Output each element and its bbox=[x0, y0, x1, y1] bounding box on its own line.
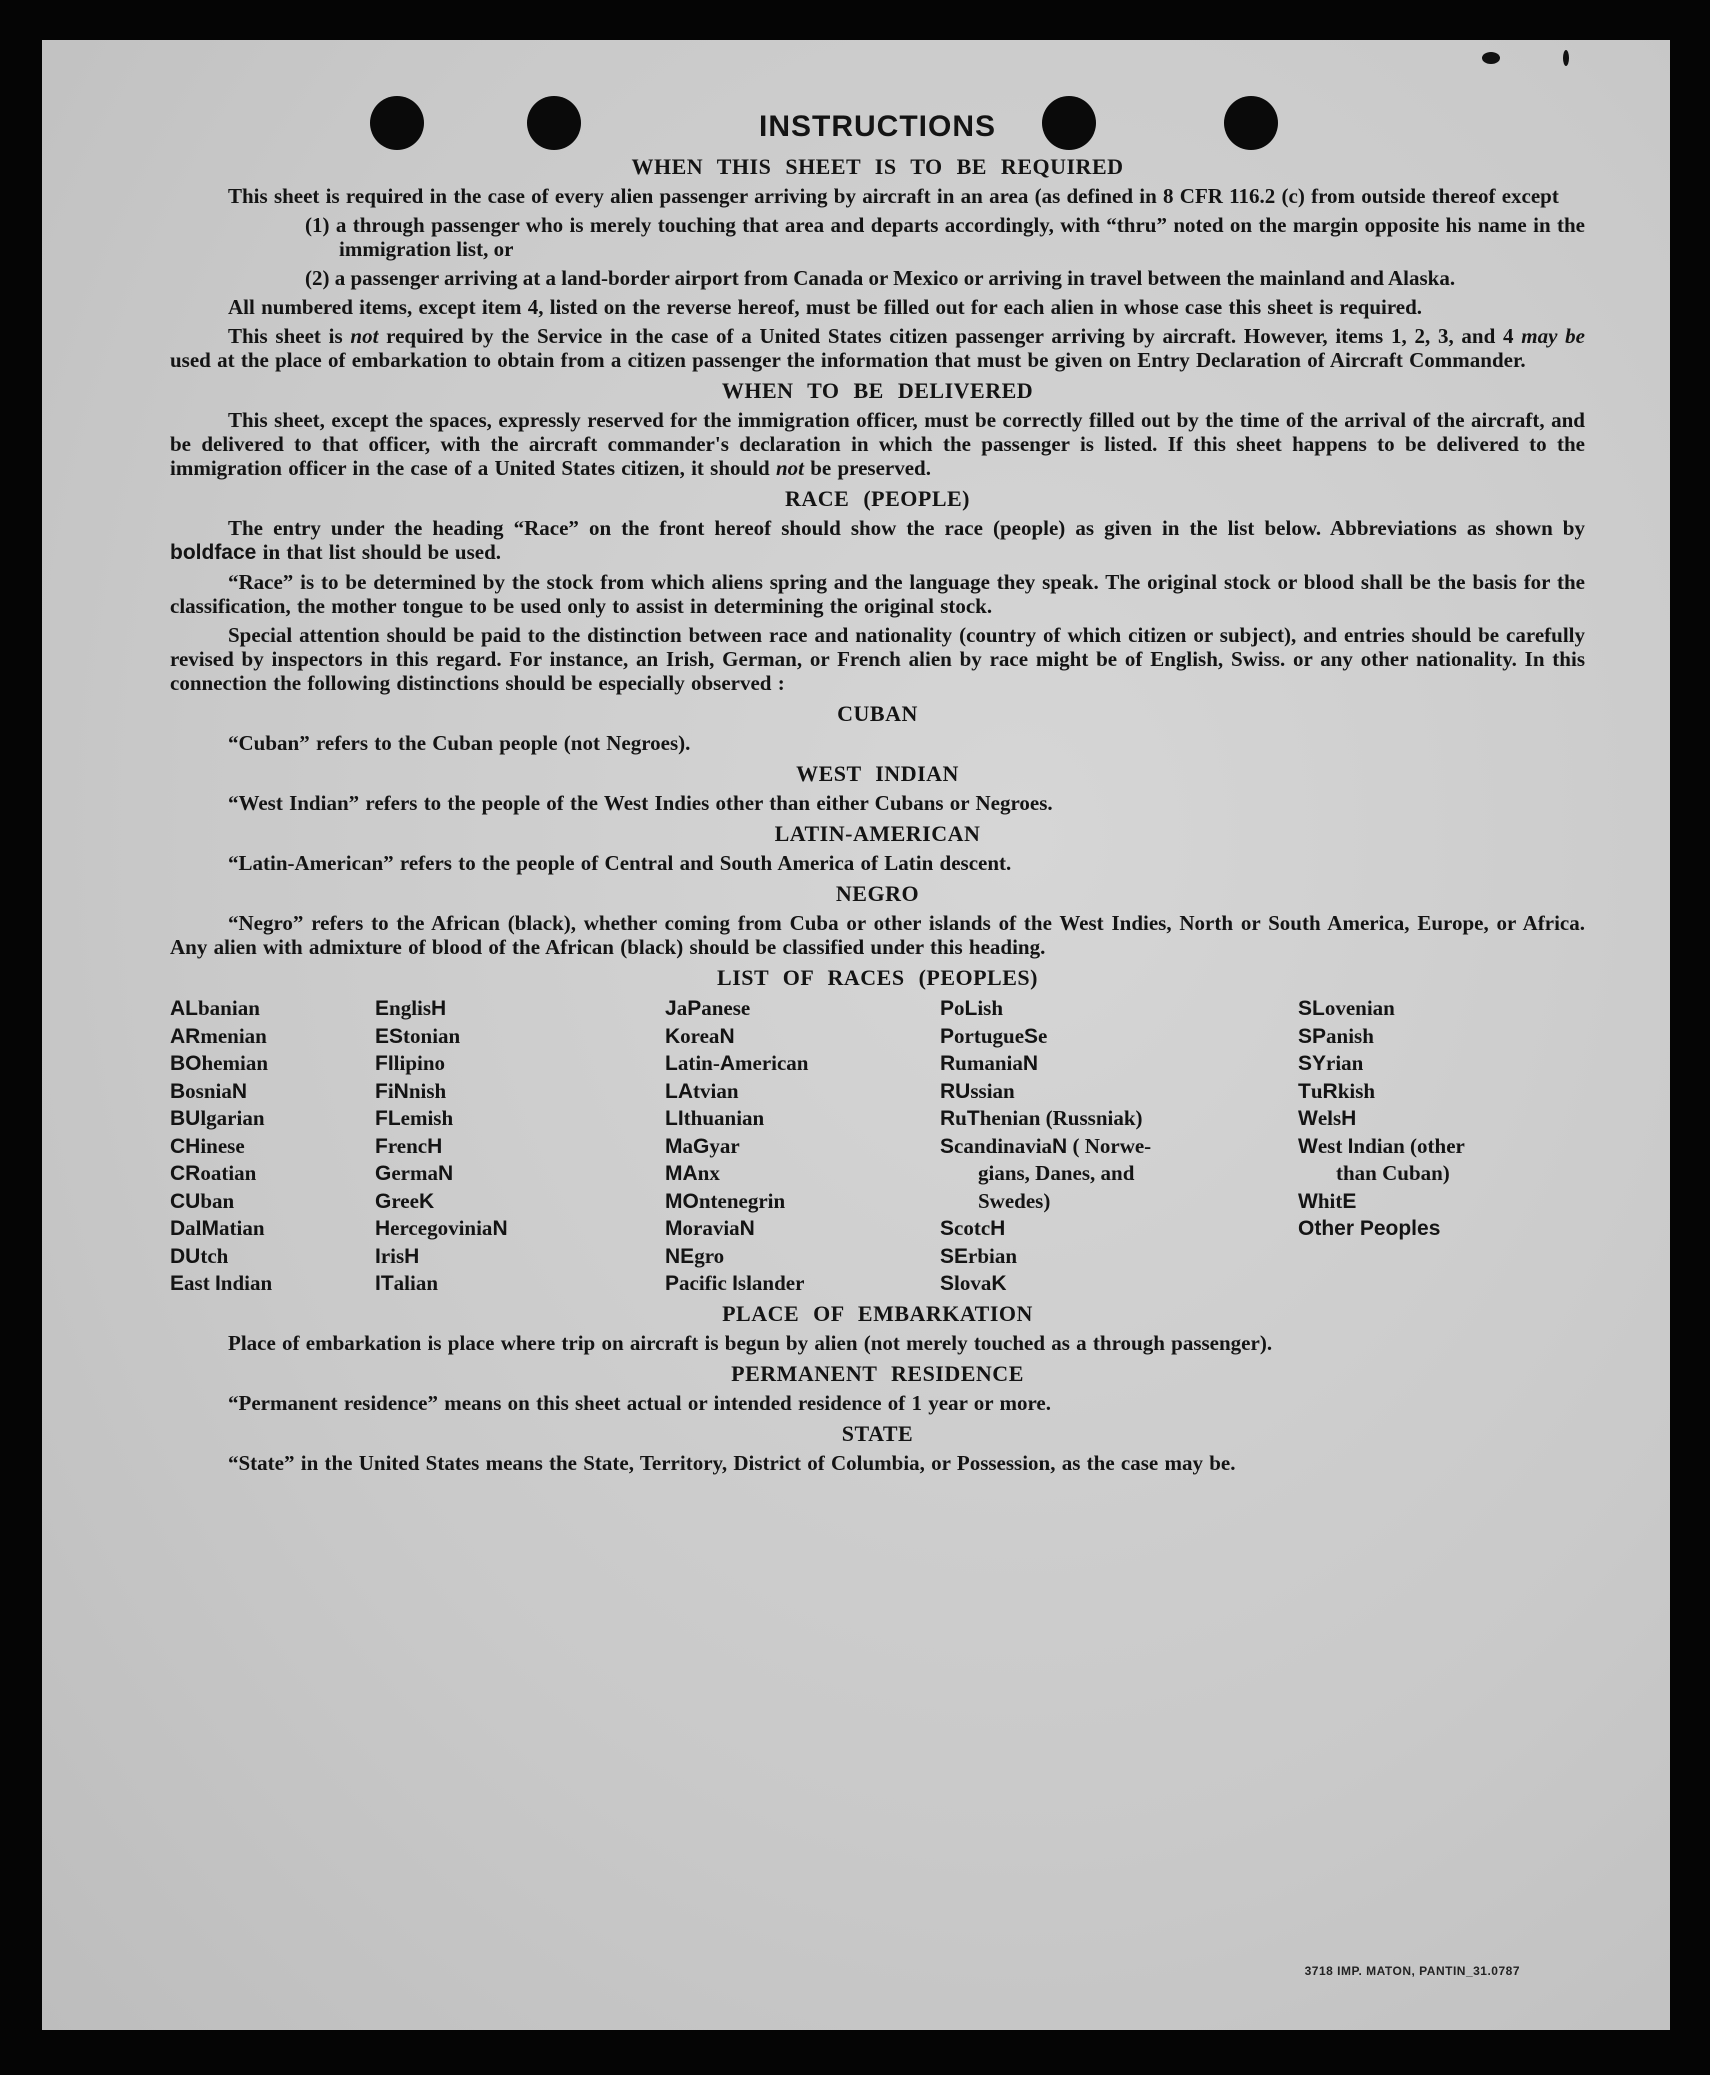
required-intro: This sheet is required in the case of every alien passenger arriving by aircraft in an area (as defined in 8 CFR 116.2 (c) from outside thereof except bbox=[228, 184, 1559, 208]
race-entry bbox=[375, 1270, 508, 1298]
race-abbrev: P bbox=[940, 1024, 955, 1048]
race-entry bbox=[940, 1243, 1151, 1271]
race-entry bbox=[170, 1105, 272, 1133]
race-abbrev: Other Peoples bbox=[1298, 1217, 1441, 1240]
race-text: inese bbox=[200, 1133, 245, 1158]
race-text: anese bbox=[701, 996, 751, 1020]
race-text: erma bbox=[391, 1161, 438, 1185]
race-entry bbox=[170, 1270, 272, 1298]
race-entry bbox=[665, 1050, 808, 1078]
race-abbrev: H bbox=[1341, 1107, 1357, 1130]
race-p1-boldface: boldface bbox=[170, 541, 257, 564]
embarkation-definition: Place of embarkation is place where trip on aircraft is begun by alien (not merely touched as a through passenger). bbox=[228, 1331, 1273, 1355]
race-paragraph-3: Special attention should be paid to the distinction between race and nationality (country of which citizen or subject), and entries should be carefully revised by inspectors in this regard. For instance, an Irish, German, or French alien by race might be of English, Swiss. or any other nationality. In this connection the following distinctions should be especially observed : bbox=[170, 623, 1585, 695]
state-definition: “State” in the United States means the State, Territory, District of Columbia, or Possession, as the case may be. bbox=[228, 1451, 1236, 1475]
race-text: ovenian bbox=[1324, 996, 1395, 1020]
race-abbrev: SL bbox=[1298, 997, 1325, 1020]
page-content bbox=[170, 106, 1585, 1480]
race-entry bbox=[665, 1078, 808, 1106]
race-abbrev: LI bbox=[665, 1107, 684, 1130]
race-entry bbox=[170, 1050, 272, 1078]
race-abbrev: CH bbox=[170, 1134, 201, 1158]
race-entry bbox=[375, 1105, 508, 1133]
race-text: nglis bbox=[389, 996, 432, 1020]
page-title: INSTRUCTIONS bbox=[759, 110, 996, 143]
race-text: ban bbox=[200, 1188, 235, 1213]
race-abbrev: L bbox=[964, 997, 978, 1020]
race-entry bbox=[375, 1023, 508, 1051]
race-entry bbox=[1298, 995, 1465, 1023]
race-abbrev: NE bbox=[665, 1244, 695, 1268]
race-abbrev: K bbox=[665, 1024, 681, 1048]
race-text: gro bbox=[694, 1243, 725, 1268]
race-entry bbox=[170, 1023, 272, 1051]
race-text: els bbox=[1317, 1106, 1342, 1130]
races-list bbox=[170, 995, 1585, 1295]
race-text: rian bbox=[1326, 1051, 1364, 1075]
race-entry bbox=[940, 1215, 1151, 1243]
race-abbrev: I bbox=[1347, 1134, 1354, 1158]
citizen-text-c: used at the place of embarkation to obtain from a citizen passenger the information that must be given on Entry Declaration of Aircraft Commander. bbox=[170, 348, 1526, 372]
delivered-paragraph bbox=[170, 408, 1585, 480]
race-abbrev: S bbox=[1024, 1024, 1039, 1048]
race-entry bbox=[1298, 1105, 1465, 1133]
race-abbrev: SP bbox=[1298, 1024, 1327, 1048]
race-text: a bbox=[682, 1133, 693, 1158]
race-abbrev: F bbox=[375, 1079, 388, 1103]
race-abbrev: H bbox=[427, 1134, 443, 1158]
race-text: anish bbox=[1326, 1023, 1374, 1048]
race-entry bbox=[375, 1133, 508, 1161]
numbered-items-paragraph: All numbered items, except item 4, listed on the reverse hereof, must be filled out for each alien in whose case this sheet is required. bbox=[228, 295, 1423, 319]
race-text: osnia bbox=[185, 1078, 232, 1103]
race-abbrev: SE bbox=[940, 1244, 969, 1268]
race-abbrev: N bbox=[437, 1162, 454, 1185]
citizen-text-a: This sheet is bbox=[228, 324, 351, 348]
race-abbrev: W bbox=[1298, 1189, 1318, 1213]
race-abbrev: SY bbox=[1298, 1052, 1327, 1075]
west-indian-definition: “West Indian” refers to the people of the West Indies other than either Cubans or Negroes. bbox=[228, 791, 1053, 815]
heading-embarkation: PLACE OF EMBARKATION bbox=[722, 1301, 1033, 1326]
race-abbrev: R bbox=[940, 1052, 956, 1075]
ink-speck bbox=[1563, 50, 1569, 66]
race-p1-text-b: in that list should be used. bbox=[256, 540, 502, 564]
race-entry bbox=[1298, 1133, 1465, 1161]
race-entry bbox=[940, 1133, 1151, 1161]
race-entry bbox=[170, 1078, 272, 1106]
race-entry bbox=[940, 1188, 1151, 1216]
race-text: lgarian bbox=[200, 1106, 265, 1130]
race-entry bbox=[665, 1105, 808, 1133]
race-text: ercegovinia bbox=[390, 1216, 493, 1240]
race-abbrev: FI bbox=[375, 1052, 394, 1075]
race-text: u bbox=[1310, 1078, 1323, 1103]
race-abbrev: E bbox=[1342, 1189, 1357, 1213]
race-entry bbox=[170, 1215, 272, 1243]
race-text: ris bbox=[380, 1243, 405, 1268]
race-text: henian (Russniak) bbox=[979, 1106, 1143, 1130]
race-abbrev: T bbox=[966, 1107, 980, 1130]
race-abbrev: B bbox=[170, 1079, 186, 1103]
race-entry bbox=[1298, 1078, 1465, 1106]
race-text: atian bbox=[219, 1216, 265, 1240]
race-entry bbox=[375, 1078, 508, 1106]
race-abbrev: LA bbox=[665, 1079, 693, 1103]
heading-when-delivered: WHEN TO BE DELIVERED bbox=[721, 378, 1034, 403]
heading-cuban: CUBAN bbox=[837, 701, 918, 726]
race-abbrev: K bbox=[991, 1272, 1007, 1295]
required-exception-1: (1) a through passenger who is merely touching that area and departs accordingly, with “thru” noted on the margin opposite his name in the immigration list, or bbox=[305, 213, 1585, 261]
race-entry bbox=[170, 1243, 272, 1271]
printer-code: 3718 IMP. MATON, PANTIN_31.0787 bbox=[1304, 1964, 1520, 1978]
race-abbrev: W bbox=[1298, 1134, 1318, 1158]
delivered-text-a: This sheet, except the spaces, expressly reserved for the immigration officer, must be correctly filled out by the time of the arrival of the aircraft, and be delivered to that officer, with the aircraft commander's declaration in which the passenger is listed. If this sheet happens to be delivered to the immigration officer in the case of a United States citizen, it should bbox=[170, 408, 1585, 480]
race-text: lova bbox=[954, 1271, 992, 1295]
race-abbrev: AL bbox=[170, 997, 198, 1020]
race-entry bbox=[940, 1078, 1151, 1106]
race-entry bbox=[375, 1188, 508, 1216]
race-entry bbox=[1298, 1023, 1465, 1051]
race-text: thuanian bbox=[683, 1106, 765, 1130]
heading-race: RACE (PEOPLE) bbox=[785, 486, 970, 511]
race-text: kish bbox=[1337, 1078, 1376, 1103]
race-text: slander bbox=[737, 1271, 805, 1295]
race-abbrev: BO bbox=[170, 1052, 202, 1075]
race-entry bbox=[940, 1023, 1151, 1051]
race-abbrev: R bbox=[940, 1107, 956, 1130]
race-abbrev: M bbox=[665, 1217, 683, 1240]
race-text: nish bbox=[408, 1078, 447, 1103]
race-abbrev: S bbox=[940, 1217, 955, 1240]
race-text: ish bbox=[977, 996, 1004, 1020]
race-paragraph-2: “Race” is to be determined by the stock from which aliens spring and the language they speak. The original stock or blood shall be the basis for the classification, the mother tongue to be used only to assist in determining the original stock. bbox=[170, 570, 1585, 618]
race-entry bbox=[665, 1215, 808, 1243]
race-abbrev: J bbox=[665, 997, 677, 1020]
race-abbrev: BU bbox=[170, 1107, 201, 1130]
residence-definition: “Permanent residence” means on this sheet actual or intended residence of 1 year or more. bbox=[228, 1391, 1051, 1415]
race-abbrev: P bbox=[665, 1272, 680, 1295]
race-abbrev: G bbox=[375, 1162, 392, 1185]
race-text: al bbox=[185, 1216, 202, 1240]
race-abbrev: H bbox=[990, 1217, 1006, 1240]
cuban-definition: “Cuban” refers to the Cuban people (not Negroes). bbox=[228, 731, 691, 755]
race-abbrev: MA bbox=[665, 1162, 698, 1185]
race-abbrev: G bbox=[375, 1189, 392, 1213]
race-text: orea bbox=[680, 1023, 720, 1048]
race-entry bbox=[940, 1050, 1151, 1078]
race-abbrev: N bbox=[739, 1217, 755, 1240]
race-abbrev: CU bbox=[170, 1189, 201, 1213]
race-abbrev: E bbox=[375, 997, 390, 1020]
races-column-4 bbox=[940, 995, 1151, 1298]
race-entry bbox=[665, 1188, 808, 1216]
citizen-emphasis-may-be: may be bbox=[1521, 324, 1585, 348]
race-text: est bbox=[1317, 1133, 1348, 1158]
race-text: ree bbox=[391, 1188, 419, 1213]
race-entry bbox=[170, 1160, 272, 1188]
race-abbrev: RU bbox=[940, 1079, 971, 1103]
heading-negro: NEGRO bbox=[835, 881, 920, 906]
race-abbrev: F bbox=[375, 1134, 388, 1158]
race-abbrev: S bbox=[940, 1134, 955, 1158]
race-abbrev: ES bbox=[375, 1024, 404, 1048]
race-abbrev: AR bbox=[170, 1024, 201, 1048]
race-text: cotc bbox=[954, 1216, 991, 1240]
race-text: oatian bbox=[200, 1161, 257, 1185]
heading-west-indian: WEST INDIAN bbox=[796, 761, 959, 786]
race-text: acific bbox=[679, 1271, 733, 1295]
race-text: i bbox=[387, 1078, 394, 1103]
heading-latin-american: LATIN-AMERICAN bbox=[774, 821, 981, 846]
race-abbrev: K bbox=[418, 1189, 435, 1213]
race-text: ntenegrin bbox=[698, 1188, 786, 1213]
race-abbrev: D bbox=[170, 1217, 186, 1240]
race-abbrev: I bbox=[375, 1244, 381, 1268]
race-text: tch bbox=[200, 1243, 229, 1268]
race-abbrev: W bbox=[1298, 1107, 1318, 1130]
race-text: tvian bbox=[693, 1078, 739, 1103]
race-text: merican bbox=[735, 1051, 809, 1075]
race-entry bbox=[665, 1133, 808, 1161]
instruction-sheet bbox=[42, 40, 1670, 2030]
negro-definition: “Negro” refers to the African (black), whether coming from Cuba or other islands of the West Indies, North or South America, Europe, or Africa. Any alien with admixture of blood of the African (black) should be classified under this heading. bbox=[170, 911, 1585, 959]
race-entry bbox=[940, 1160, 1151, 1188]
race-text: ortugue bbox=[954, 1023, 1025, 1048]
citizen-text-b: required by the Service in the case of a United States citizen passenger arriving by aircraft. However, items 1, 2, 3, and 4 bbox=[378, 324, 1522, 348]
race-abbrev: P bbox=[687, 997, 702, 1020]
race-text: ssian bbox=[970, 1078, 1015, 1103]
ink-speck bbox=[1482, 52, 1500, 64]
race-text: rbian bbox=[968, 1243, 1018, 1268]
race-paragraph-1 bbox=[170, 516, 1585, 565]
race-abbrev: M bbox=[201, 1217, 220, 1240]
races-column-3 bbox=[665, 995, 808, 1298]
race-abbrev: N bbox=[231, 1079, 248, 1103]
race-text: yar bbox=[709, 1133, 740, 1158]
race-abbrev: R bbox=[1322, 1079, 1338, 1103]
race-abbrev: G bbox=[693, 1134, 710, 1158]
races-column-5 bbox=[1298, 995, 1465, 1243]
required-exception-2: (2) a passenger arriving at a land-border airport from Canada or Mexico or arriving in travel between the mainland and Alaska. bbox=[305, 266, 1456, 290]
race-text: ndian (other bbox=[1353, 1133, 1465, 1158]
race-abbrev: H bbox=[431, 997, 447, 1020]
citizen-emphasis-not: not bbox=[350, 324, 379, 348]
race-abbrev: T bbox=[1298, 1079, 1311, 1103]
race-text: u bbox=[955, 1106, 967, 1130]
race-text: menian bbox=[200, 1023, 267, 1048]
race-text: gians, Danes, and bbox=[978, 1161, 1135, 1185]
race-text: a bbox=[676, 996, 688, 1020]
race-entry bbox=[665, 995, 808, 1023]
race-abbrev: A bbox=[719, 1052, 735, 1075]
heading-state: STATE bbox=[841, 1421, 914, 1446]
race-abbrev: H bbox=[375, 1217, 391, 1240]
race-text: nx bbox=[697, 1161, 720, 1185]
race-text: candinavia bbox=[954, 1133, 1053, 1158]
race-text: ( Norwe- bbox=[1067, 1133, 1152, 1158]
race-entry bbox=[375, 1215, 508, 1243]
delivered-text-b: be preserved. bbox=[803, 456, 931, 480]
race-text: atin- bbox=[677, 1051, 720, 1075]
race-text: Swedes) bbox=[978, 1188, 1051, 1213]
race-p1-text-a: The entry under the heading “Race” on the front hereof should show the race (people) as given in the list below. Abbreviations as shown by bbox=[228, 516, 1585, 540]
race-abbrev: L bbox=[665, 1052, 678, 1075]
race-entry bbox=[1298, 1160, 1465, 1188]
race-text: o bbox=[954, 996, 965, 1020]
race-entry bbox=[940, 1270, 1151, 1298]
race-entry bbox=[375, 1050, 508, 1078]
race-entry bbox=[1298, 1188, 1465, 1216]
race-abbrev: IT bbox=[375, 1272, 394, 1295]
race-entry bbox=[375, 1243, 508, 1271]
race-entry bbox=[665, 1270, 808, 1298]
race-abbrev: N bbox=[492, 1217, 508, 1240]
race-abbrev: CR bbox=[170, 1162, 201, 1185]
race-abbrev: H bbox=[404, 1244, 420, 1268]
race-abbrev: I bbox=[214, 1272, 221, 1295]
race-entry bbox=[1298, 1215, 1465, 1243]
race-text: renc bbox=[387, 1133, 428, 1158]
race-text: hemian bbox=[201, 1051, 269, 1075]
race-abbrev: E bbox=[170, 1272, 185, 1295]
race-text: e bbox=[1038, 1023, 1048, 1048]
race-entry bbox=[665, 1160, 808, 1188]
race-text: than Cuban) bbox=[1336, 1161, 1450, 1185]
race-entry bbox=[170, 1188, 272, 1216]
races-column-2 bbox=[375, 995, 508, 1298]
race-text: ndian bbox=[220, 1271, 273, 1295]
latin-american-definition: “Latin-American” refers to the people of Central and South America of Latin descent. bbox=[228, 851, 1012, 875]
race-abbrev: N bbox=[719, 1024, 735, 1048]
race-text: ast bbox=[184, 1271, 215, 1295]
race-entry bbox=[375, 995, 508, 1023]
race-abbrev: FL bbox=[375, 1107, 401, 1130]
race-text: tonian bbox=[403, 1023, 461, 1048]
race-text: banian bbox=[198, 996, 260, 1020]
race-entry bbox=[940, 1105, 1151, 1133]
race-entry bbox=[665, 1243, 808, 1271]
race-entry bbox=[665, 1023, 808, 1051]
delivered-emphasis-not: not bbox=[775, 456, 804, 480]
race-abbrev: M bbox=[665, 1134, 683, 1158]
heading-when-required: WHEN THIS SHEET IS TO BE REQUIRED bbox=[631, 154, 1124, 179]
race-text: hit bbox=[1317, 1188, 1343, 1213]
race-abbrev: N bbox=[1022, 1052, 1039, 1075]
race-abbrev: N bbox=[1052, 1134, 1068, 1158]
race-abbrev: S bbox=[940, 1272, 955, 1295]
race-text: oravia bbox=[682, 1216, 740, 1240]
race-entry bbox=[170, 1133, 272, 1161]
races-column-1 bbox=[170, 995, 272, 1298]
race-text: umania bbox=[955, 1051, 1023, 1075]
heading-list-of-races: LIST OF RACES (PEOPLES) bbox=[717, 965, 1038, 990]
race-entry bbox=[170, 995, 272, 1023]
race-text: lipino bbox=[393, 1051, 446, 1075]
race-abbrev: I bbox=[732, 1272, 738, 1295]
race-entry bbox=[940, 995, 1151, 1023]
race-entry bbox=[1298, 1050, 1465, 1078]
race-text: alian bbox=[393, 1271, 439, 1295]
race-entry bbox=[375, 1160, 508, 1188]
race-abbrev: DU bbox=[170, 1244, 201, 1268]
race-abbrev: P bbox=[940, 997, 955, 1020]
race-text: emish bbox=[400, 1106, 454, 1130]
race-abbrev: N bbox=[393, 1079, 409, 1103]
race-abbrev: MO bbox=[665, 1189, 699, 1213]
citizen-paragraph bbox=[170, 324, 1585, 372]
heading-permanent-residence: PERMANENT RESIDENCE bbox=[731, 1361, 1024, 1386]
